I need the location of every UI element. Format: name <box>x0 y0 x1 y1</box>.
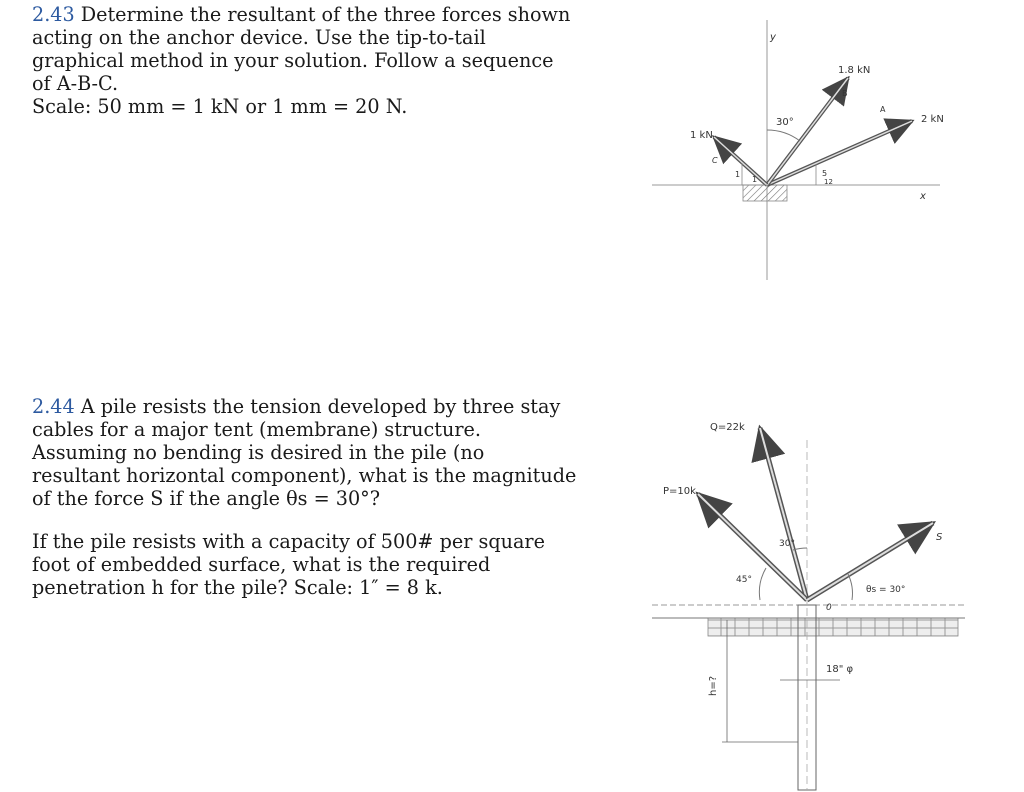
fig243-x-axis-label: x <box>920 191 926 202</box>
fig243-angle-label: 30° <box>776 117 794 128</box>
fig243-slope-c-vertical: 1 <box>735 170 741 179</box>
fig244-p-label: P=10k <box>663 486 696 497</box>
fig243-force-a-label: 2 kN <box>921 114 944 125</box>
problem-2-43-number: 2.43 <box>32 3 75 26</box>
problem-2-43-statement: Determine the resultant of the three forces shown acting on the anchor device. Use the tip-to-tail graphical method in your solution. Follow a sequence of A-B-C. <box>32 3 571 95</box>
fig244-angle-30-label: 30° <box>779 539 795 549</box>
fig243-y-axis-label: y <box>770 32 776 43</box>
problem-2-44-statement: A pile resists the tension developed by three stay cables for a major tent (membrane) structure. Assuming no bending is desired in the pile (no resultant horizontal component), what is the magnitude of the force S if the angle θs = 30°? <box>32 395 577 510</box>
fig244-theta-label: θs = 30° <box>866 585 906 595</box>
problem-2-43-scale: Scale: 50 mm = 1 kN or 1 mm = 20 N. <box>32 95 408 118</box>
fig243-force-c-label: 1 kN <box>690 130 713 141</box>
fig243-slope-a-vertical: 5 <box>822 169 828 178</box>
problem-2-44-penetration-question: If the pile resists with a capacity of 500# per square foot of embedded surface, what is the required penetration h for the pile? Scale: 1″ = 8 k. <box>32 530 545 599</box>
fig243-force-b-letter: B <box>842 89 848 98</box>
fig244-angle-45-label: 45° <box>736 575 752 585</box>
fig244-diameter-label: 18" φ <box>826 664 854 675</box>
fig244-q-label: Q=22k <box>710 422 745 433</box>
fig244-origin-label: 0 <box>826 603 832 613</box>
fig244-s-label: S <box>936 532 943 543</box>
problem-2-44-number: 2.44 <box>32 395 75 418</box>
fig244-angle-45-arc <box>759 568 766 600</box>
fig244-penetration-label: h=? <box>708 675 719 696</box>
fig243-slope-c-horizontal: 1 <box>752 175 758 184</box>
fig244-ground-surface <box>708 618 958 636</box>
fig244-theta-arc <box>848 574 852 600</box>
fig243-force-c-letter: C <box>712 156 718 165</box>
fig243-force-b-label: 1.8 kN <box>838 65 871 76</box>
fig243-slope-a-horizontal: 12 <box>824 178 833 186</box>
fig243-force-a-letter: A <box>880 105 886 114</box>
